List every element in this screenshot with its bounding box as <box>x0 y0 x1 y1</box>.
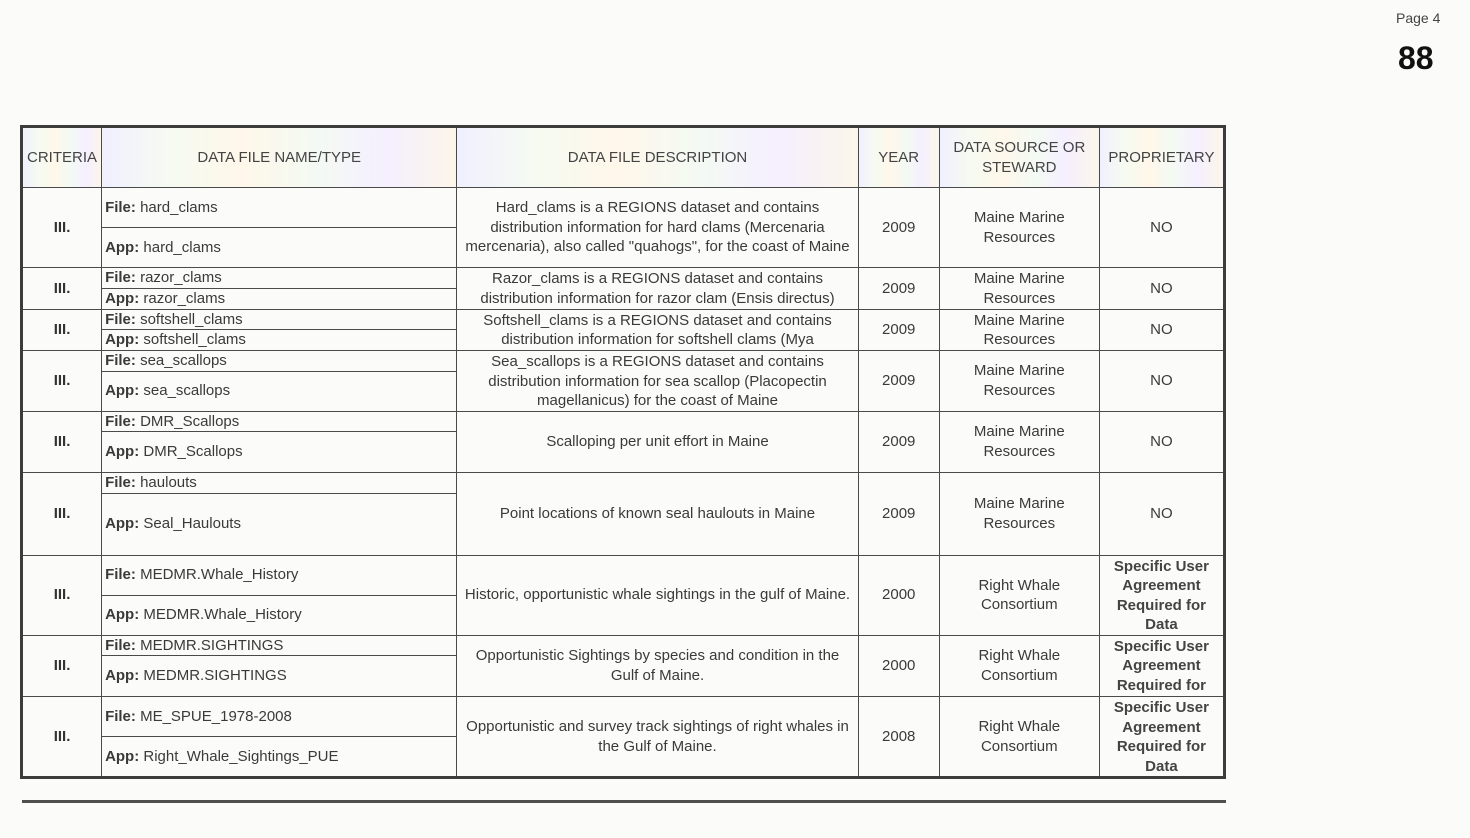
app-name: MEDMR.SIGHTINGS <box>143 667 287 685</box>
app-name: MEDMR.Whale_History <box>143 606 302 624</box>
file-label: File: <box>105 474 136 491</box>
source-cell <box>939 309 1099 351</box>
file-name: DMR_Scallops <box>140 412 240 430</box>
app-label: App: <box>105 238 140 256</box>
file-label: File: <box>105 269 136 286</box>
proprietary-text: NO <box>1150 505 1173 522</box>
description-cell <box>457 555 858 635</box>
column-header-source: DATA SOURCE OR STEWARD <box>939 127 1099 188</box>
year-cell: 2009 <box>858 188 939 268</box>
source-cell <box>939 697 1099 778</box>
file-name: sea_scallops <box>140 352 227 369</box>
column-header-file-name: DATA FILE NAME/TYPE <box>102 127 457 188</box>
criteria-cell: III. <box>22 697 102 778</box>
proprietary-text: NO <box>1150 433 1173 450</box>
app-name: Right_Whale_Sightings_PUE <box>143 747 339 765</box>
description-cell <box>457 188 858 268</box>
app-cell <box>102 737 457 778</box>
data-table <box>20 125 1226 779</box>
table-header-row <box>22 127 1225 188</box>
proprietary-cell <box>1099 473 1224 556</box>
description-text: Scalloping per unit effort in Maine <box>546 433 769 450</box>
proprietary-text: NO <box>1150 279 1173 297</box>
year-cell: 2009 <box>858 268 939 310</box>
app-label: App: <box>105 747 140 765</box>
table-row <box>22 188 1225 228</box>
table-row <box>22 555 1225 595</box>
description-cell <box>457 635 858 697</box>
file-label: File: <box>105 566 136 584</box>
source-text: Right Whale Consortium <box>978 647 1061 684</box>
description-text: Point locations of known seal haulouts in Maine <box>499 505 816 522</box>
file-name: MEDMR.SIGHTINGS <box>140 636 284 654</box>
app-cell <box>102 288 457 309</box>
file-name: hard_clams <box>140 198 218 216</box>
app-cell <box>102 432 457 473</box>
description-cell <box>457 473 858 556</box>
file-name: haulouts <box>140 474 197 491</box>
file-label: File: <box>105 707 136 725</box>
source-cell <box>939 351 1099 412</box>
description-cell <box>457 268 858 310</box>
description-cell <box>457 697 858 778</box>
file-label: File: <box>105 310 136 328</box>
description-cell <box>457 351 858 412</box>
criteria-cell: III. <box>22 635 102 697</box>
description-text: Hard_clams is a REGIONS dataset and contains distribution information for hard clams (Mercenaria mercenaria), also called "quahogs", for the coast of Maine <box>465 199 850 256</box>
year-cell: 2009 <box>858 309 939 351</box>
table-row <box>22 309 1225 330</box>
source-text: Maine Marine Resources <box>973 423 1065 460</box>
source-cell <box>939 268 1099 310</box>
app-name: Seal_Haulouts <box>143 515 241 533</box>
proprietary-text: NO <box>1150 218 1173 236</box>
year-cell: 2000 <box>858 555 939 635</box>
description-text: Softshell_clams is a REGIONS dataset and contains distribution information for softshell clams (Mya <box>483 311 832 349</box>
table-row <box>22 268 1225 289</box>
file-cell <box>102 635 457 656</box>
app-label: App: <box>105 667 140 685</box>
file-name: softshell_clams <box>140 310 243 328</box>
proprietary-cell <box>1099 697 1224 778</box>
app-label: App: <box>105 515 140 533</box>
year-cell: 2008 <box>858 697 939 778</box>
app-label: App: <box>105 443 140 461</box>
app-cell <box>102 656 457 697</box>
year-cell: 2000 <box>858 635 939 697</box>
proprietary-text: Specific User Agreement Required for Data <box>1113 699 1209 775</box>
description-text: Razor_clams is a REGIONS dataset and contains distribution information for razor clam (Ensis directus) <box>480 270 835 307</box>
source-cell <box>939 188 1099 268</box>
criteria-cell: III. <box>22 351 102 412</box>
year-cell: 2009 <box>858 411 939 473</box>
source-text: Maine Marine Resources <box>973 209 1065 246</box>
proprietary-cell <box>1099 351 1224 412</box>
column-header-proprietary: PROPRIETARY <box>1099 127 1224 188</box>
description-text: Opportunistic and survey track sightings of right whales in the Gulf of Maine. <box>466 718 849 755</box>
criteria-cell: III. <box>22 268 102 310</box>
file-cell <box>102 351 457 372</box>
app-name: razor_clams <box>143 289 226 307</box>
source-cell <box>939 635 1099 697</box>
file-label: File: <box>105 636 136 654</box>
app-name: DMR_Scallops <box>143 443 243 461</box>
description-cell <box>457 309 858 351</box>
proprietary-text: Specific User Agreement Required for <box>1113 637 1209 694</box>
description-text: Opportunistic Sightings by species and condition in the Gulf of Maine. <box>475 647 840 684</box>
table-row <box>22 473 1225 494</box>
source-text: Right Whale Consortium <box>978 718 1061 755</box>
file-cell <box>102 473 457 494</box>
source-text: Maine Marine Resources <box>973 362 1065 399</box>
proprietary-cell <box>1099 188 1224 268</box>
app-label: App: <box>105 382 140 400</box>
table-row <box>22 411 1225 432</box>
proprietary-cell <box>1099 309 1224 351</box>
app-cell <box>102 228 457 268</box>
source-cell <box>939 411 1099 473</box>
proprietary-cell <box>1099 411 1224 473</box>
proprietary-cell <box>1099 268 1224 310</box>
source-cell <box>939 555 1099 635</box>
proprietary-text: NO <box>1150 321 1173 338</box>
year-cell: 2009 <box>858 351 939 412</box>
description-text: Historic, opportunistic whale sightings in the gulf of Maine. <box>464 586 851 604</box>
file-label: File: <box>105 352 136 369</box>
file-cell <box>102 309 457 330</box>
criteria-cell: III. <box>22 555 102 635</box>
criteria-cell: III. <box>22 309 102 351</box>
source-cell <box>939 473 1099 556</box>
app-label: App: <box>105 606 140 624</box>
description-text: Sea_scallops is a REGIONS dataset and contains distribution information for sea scallop (Placopectin magellanicus) for the coast of Maine <box>488 353 827 410</box>
file-label: File: <box>105 412 136 430</box>
proprietary-cell <box>1099 635 1224 697</box>
table-row <box>22 635 1225 656</box>
column-header-description: DATA FILE DESCRIPTION <box>457 127 858 188</box>
bottom-rule <box>22 800 1226 803</box>
app-cell <box>102 330 457 351</box>
app-cell <box>102 371 457 411</box>
file-cell <box>102 555 457 595</box>
app-label: App: <box>105 331 140 349</box>
proprietary-cell <box>1099 555 1224 635</box>
criteria-cell: III. <box>22 411 102 473</box>
file-cell <box>102 188 457 228</box>
column-header-year: YEAR <box>858 127 939 188</box>
app-label: App: <box>105 289 140 307</box>
file-cell <box>102 697 457 737</box>
column-header-criteria: CRITERIA <box>22 127 102 188</box>
table-row <box>22 351 1225 372</box>
source-text: Maine Marine Resources <box>973 311 1065 349</box>
app-name: softshell_clams <box>143 331 246 349</box>
proprietary-text: NO <box>1150 372 1173 389</box>
year-cell: 2009 <box>858 473 939 556</box>
table-row <box>22 697 1225 737</box>
source-text: Maine Marine Resources <box>973 495 1065 532</box>
file-name: razor_clams <box>140 269 222 286</box>
file-cell <box>102 411 457 432</box>
page-number: 88 <box>1398 40 1434 76</box>
app-name: sea_scallops <box>143 382 231 400</box>
file-label: File: <box>105 198 136 216</box>
file-name: ME_SPUE_1978-2008 <box>140 707 292 725</box>
source-text: Right Whale Consortium <box>978 576 1061 613</box>
app-name: hard_clams <box>143 238 221 256</box>
table-body <box>22 188 1225 778</box>
app-cell <box>102 493 457 555</box>
file-name: MEDMR.Whale_History <box>140 566 299 584</box>
file-cell <box>102 268 457 289</box>
proprietary-text: Specific User Agreement Required for Data <box>1113 557 1209 633</box>
source-text: Maine Marine Resources <box>973 270 1065 307</box>
page-label: Page 4 <box>1396 10 1441 26</box>
description-cell <box>457 411 858 473</box>
criteria-cell: III. <box>22 473 102 556</box>
app-cell <box>102 595 457 635</box>
criteria-cell: III. <box>22 188 102 268</box>
